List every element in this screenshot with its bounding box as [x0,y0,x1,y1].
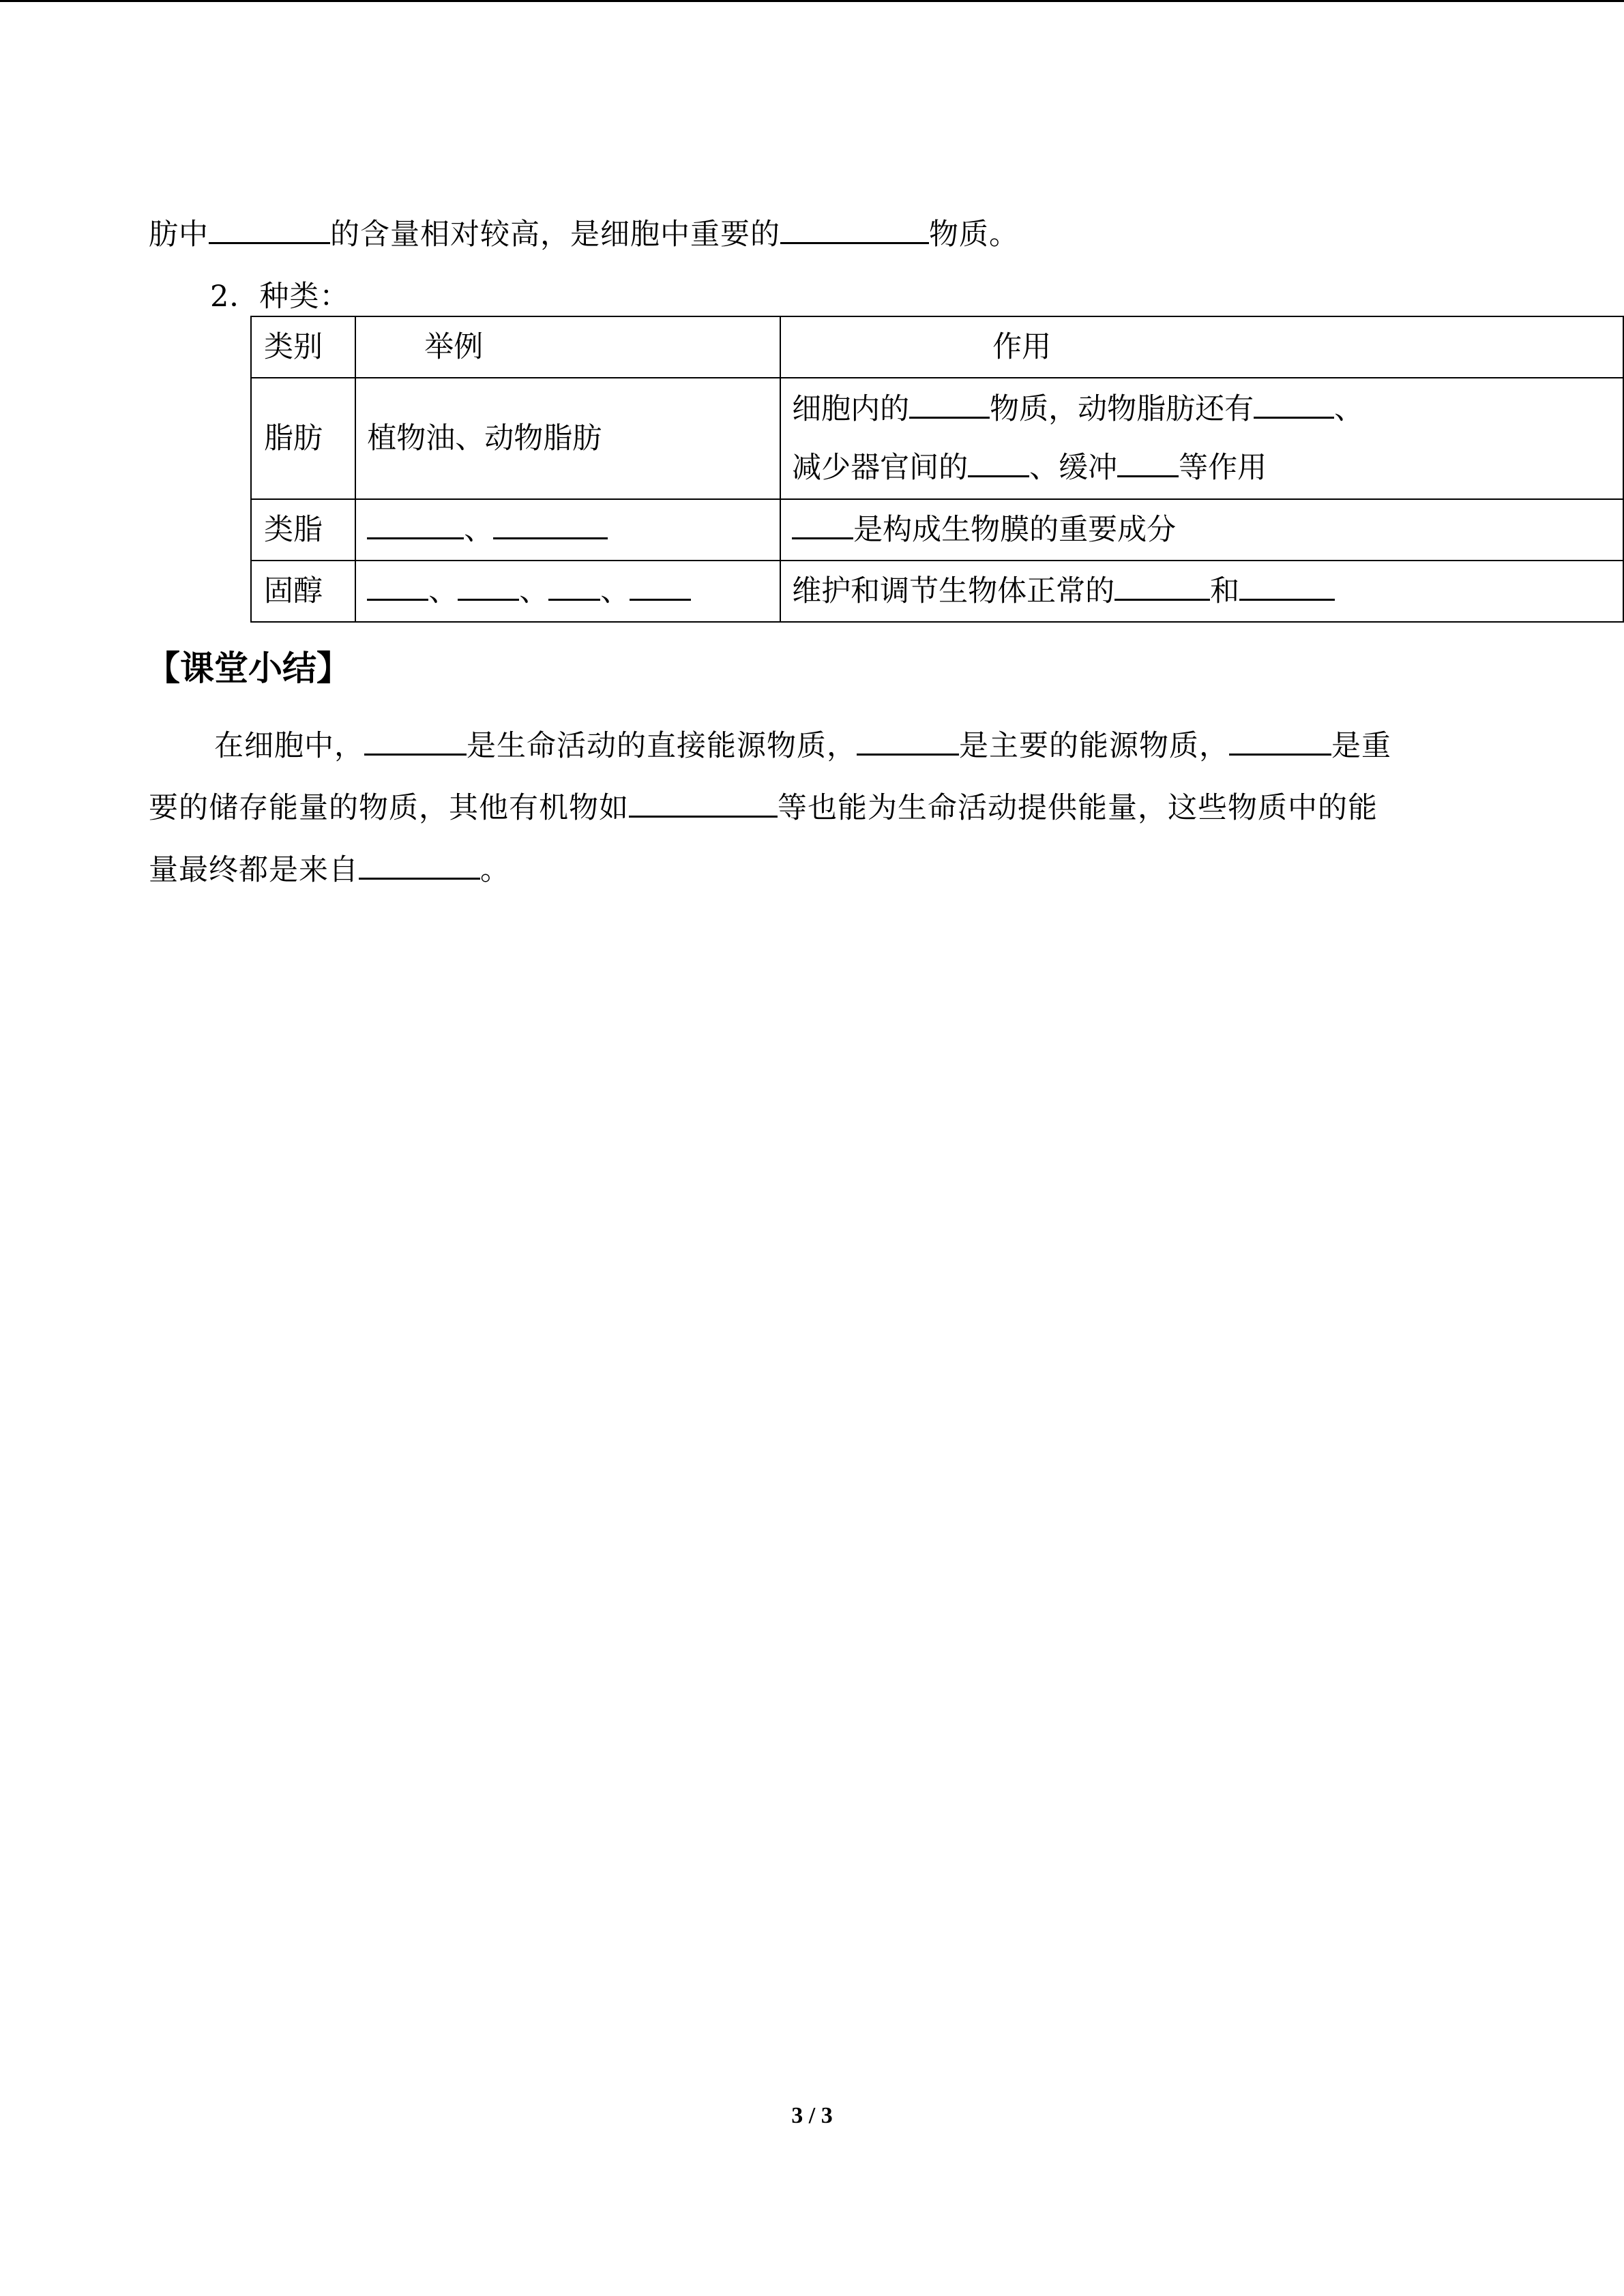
table-row [251,499,1623,561]
intro-text-1: 肪中 [149,218,209,252]
row-sterol-category: 固醇 [251,561,355,622]
blank-fill [780,215,929,244]
blank-fill [367,571,428,601]
header-function: 作用 [780,316,1623,378]
intro-text-2: 的含量相对较高，是细胞中重要的 [330,218,780,252]
table-row [251,378,1623,499]
intro-text-3: 物质。 [929,218,1019,252]
blank-fill [857,726,959,756]
table-row [251,561,1623,622]
blank-fill [493,510,608,539]
blank-fill [909,389,990,419]
blank-fill [1239,571,1335,601]
kinds-title: 2．种类： [210,280,350,314]
row-fat-function: 细胞内的 物质，动物脂肪还有 、 减少器官间的 、缓冲 等作用 [780,378,1623,499]
blank-fill [359,850,480,880]
blank-fill [548,571,600,601]
blank-fill [629,788,778,818]
blank-fill [367,510,464,539]
intro-sentence [149,214,1019,255]
summary-heading: 【课堂小结】 [146,648,351,688]
header-category: 类别 [251,316,355,378]
row-lipoid-category: 类脂 [251,499,355,561]
lipid-kinds-table [250,316,1624,623]
header-example: 举例 [355,316,780,378]
blank-fill [630,571,691,601]
blank-fill [1229,726,1331,756]
blank-fill [1114,571,1210,601]
table-header-row [251,316,1623,378]
blank-fill [792,510,853,539]
summary-line-3: 量最终都是来自 。 [149,850,510,891]
blank-fill [458,571,519,601]
blank-fill [209,215,330,244]
row-fat-category: 脂肪 [251,378,355,499]
blank-fill [968,448,1029,477]
page-number: 3 / 3 [791,2103,833,2128]
row-lipoid-example: 、 [355,499,780,561]
summary-line-2: 要的储存能量的物质，其他有机物如 等也能为生命活动提供能量，这些物质中的能 [149,788,1378,829]
row-fat-example: 植物油、动物脂肪 [355,378,780,499]
row-sterol-function: 维护和调节生物体正常的 和 [780,561,1623,622]
blank-fill [1254,389,1334,419]
row-lipoid-function: 是构成生物膜的重要成分 [780,499,1623,561]
summary-line-1: 在细胞中， 是生命活动的直接能源物质， 是主要的能源物质， 是重 [214,726,1391,766]
row-sterol-example: 、 、 、 [355,561,780,622]
blank-fill [1117,448,1179,477]
blank-fill [364,726,467,756]
top-border-rule [0,0,1624,2]
